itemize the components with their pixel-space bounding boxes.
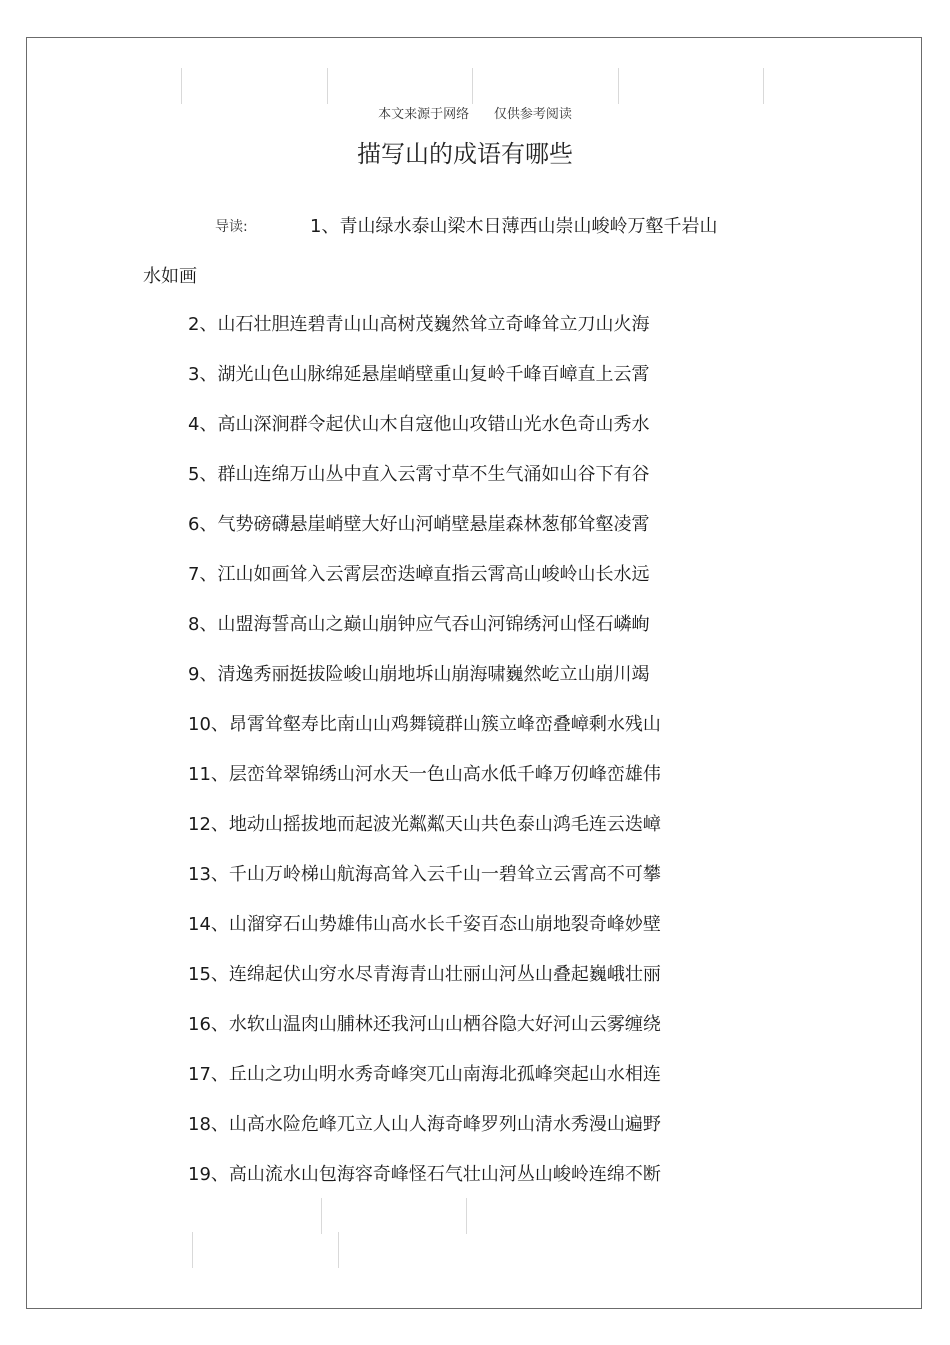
intro-first-line: 1、青山绿水泰山梁木日薄西山崇山峻岭万壑千岩山 [310,216,718,237]
list-item-number: 8、 [188,614,218,635]
list-item [188,462,661,512]
idiom-list [188,312,661,1212]
list-item-text: 山溜穿石山势雄伟山高水长千姿百态山崩地裂奇峰妙壁 [228,914,661,935]
list-item-text: 群山连绵万山丛中直入云霄寸草不生气涌如山谷下有谷 [217,464,650,485]
list-item-text: 昂霄耸壑寿比南山山鸡舞镜群山簇立峰峦叠嶂剩水残山 [228,714,661,735]
list-item-text: 山高水险危峰兀立人山人海奇峰罗列山清水秀漫山遍野 [228,1114,661,1135]
list-item-number: 6、 [188,514,218,535]
list-item-text: 湖光山色山脉绵延悬崖峭壁重山复岭千峰百嶂直上云霄 [217,364,650,385]
list-item-text: 千山万岭梯山航海高耸入云千山一碧耸立云霄高不可攀 [228,864,661,885]
scan-mark [763,68,764,104]
list-item-text: 层峦耸翠锦绣山河水天一色山高水低千峰万仞峰峦雄伟 [228,764,661,785]
list-item-text: 高山深涧群令起伏山木自寇他山攻错山光水色奇山秀水 [217,414,650,435]
list-item-number: 2、 [188,314,218,335]
scan-mark [338,1232,339,1268]
scan-mark [181,68,182,104]
list-item-number: 13、 [188,864,229,885]
list-item [188,562,661,612]
source-note: 本文来源于网络 仅供参考阅读 [378,107,572,122]
scan-mark [618,68,619,104]
list-item-number: 16、 [188,1014,229,1035]
list-item [188,1062,661,1112]
list-item-text: 清逸秀丽挺拔险峻山崩地坼山崩海啸巍然屹立山崩川竭 [217,664,650,685]
list-item [188,862,661,912]
list-item-text: 气势磅礴悬崖峭壁大好山河峭壁悬崖森林葱郁耸壑凌霄 [217,514,650,535]
list-item [188,812,661,862]
list-item-number: 12、 [188,814,229,835]
list-item-number: 18、 [188,1114,229,1135]
list-item-number: 10、 [188,714,229,735]
intro-wrap-line: 水如画 [143,266,197,287]
list-item-number: 11、 [188,764,229,785]
list-item-number: 4、 [188,414,218,435]
scan-mark [327,68,328,104]
list-item [188,612,661,662]
list-item-text: 地动山摇拔地而起波光粼粼天山共色泰山鸿毛连云迭嶂 [228,814,661,835]
list-item [188,1162,661,1212]
list-item-number: 9、 [188,664,218,685]
list-item-number: 7、 [188,564,218,585]
list-item-text: 连绵起伏山穷水尽青海青山壮丽山河丛山叠起巍峨壮丽 [228,964,661,985]
list-item-number: 3、 [188,364,218,385]
list-item [188,662,661,712]
list-item [188,312,661,362]
list-item-number: 17、 [188,1064,229,1085]
scan-mark [472,68,473,104]
list-item-number: 19、 [188,1164,229,1185]
intro-label: 导读: [215,219,248,235]
scan-mark [192,1232,193,1268]
list-item [188,962,661,1012]
list-item-number: 15、 [188,964,229,985]
list-item [188,712,661,762]
list-item-text: 山盟海誓高山之巅山崩钟应气吞山河锦绣河山怪石嶙峋 [217,614,650,635]
list-item-text: 丘山之功山明水秀奇峰突兀山南海北孤峰突起山水相连 [228,1064,661,1085]
list-item-number: 14、 [188,914,229,935]
list-item [188,1012,661,1062]
list-item-text: 水软山温肉山脯林还我河山山栖谷隐大好河山云雾缠绕 [228,1014,661,1035]
list-item [188,512,661,562]
list-item [188,412,661,462]
list-item-text: 山石壮胆连碧青山山高树茂巍然耸立奇峰耸立刀山火海 [217,314,650,335]
page-title: 描写山的成语有哪些 [357,140,573,168]
list-item [188,912,661,962]
list-item [188,362,661,412]
list-item-number: 5、 [188,464,218,485]
list-item-text: 江山如画耸入云霄层峦迭嶂直指云霄高山峻岭山长水远 [217,564,650,585]
list-item-text: 高山流水山包海容奇峰怪石气壮山河丛山峻岭连绵不断 [228,1164,661,1185]
list-item [188,762,661,812]
list-item [188,1112,661,1162]
